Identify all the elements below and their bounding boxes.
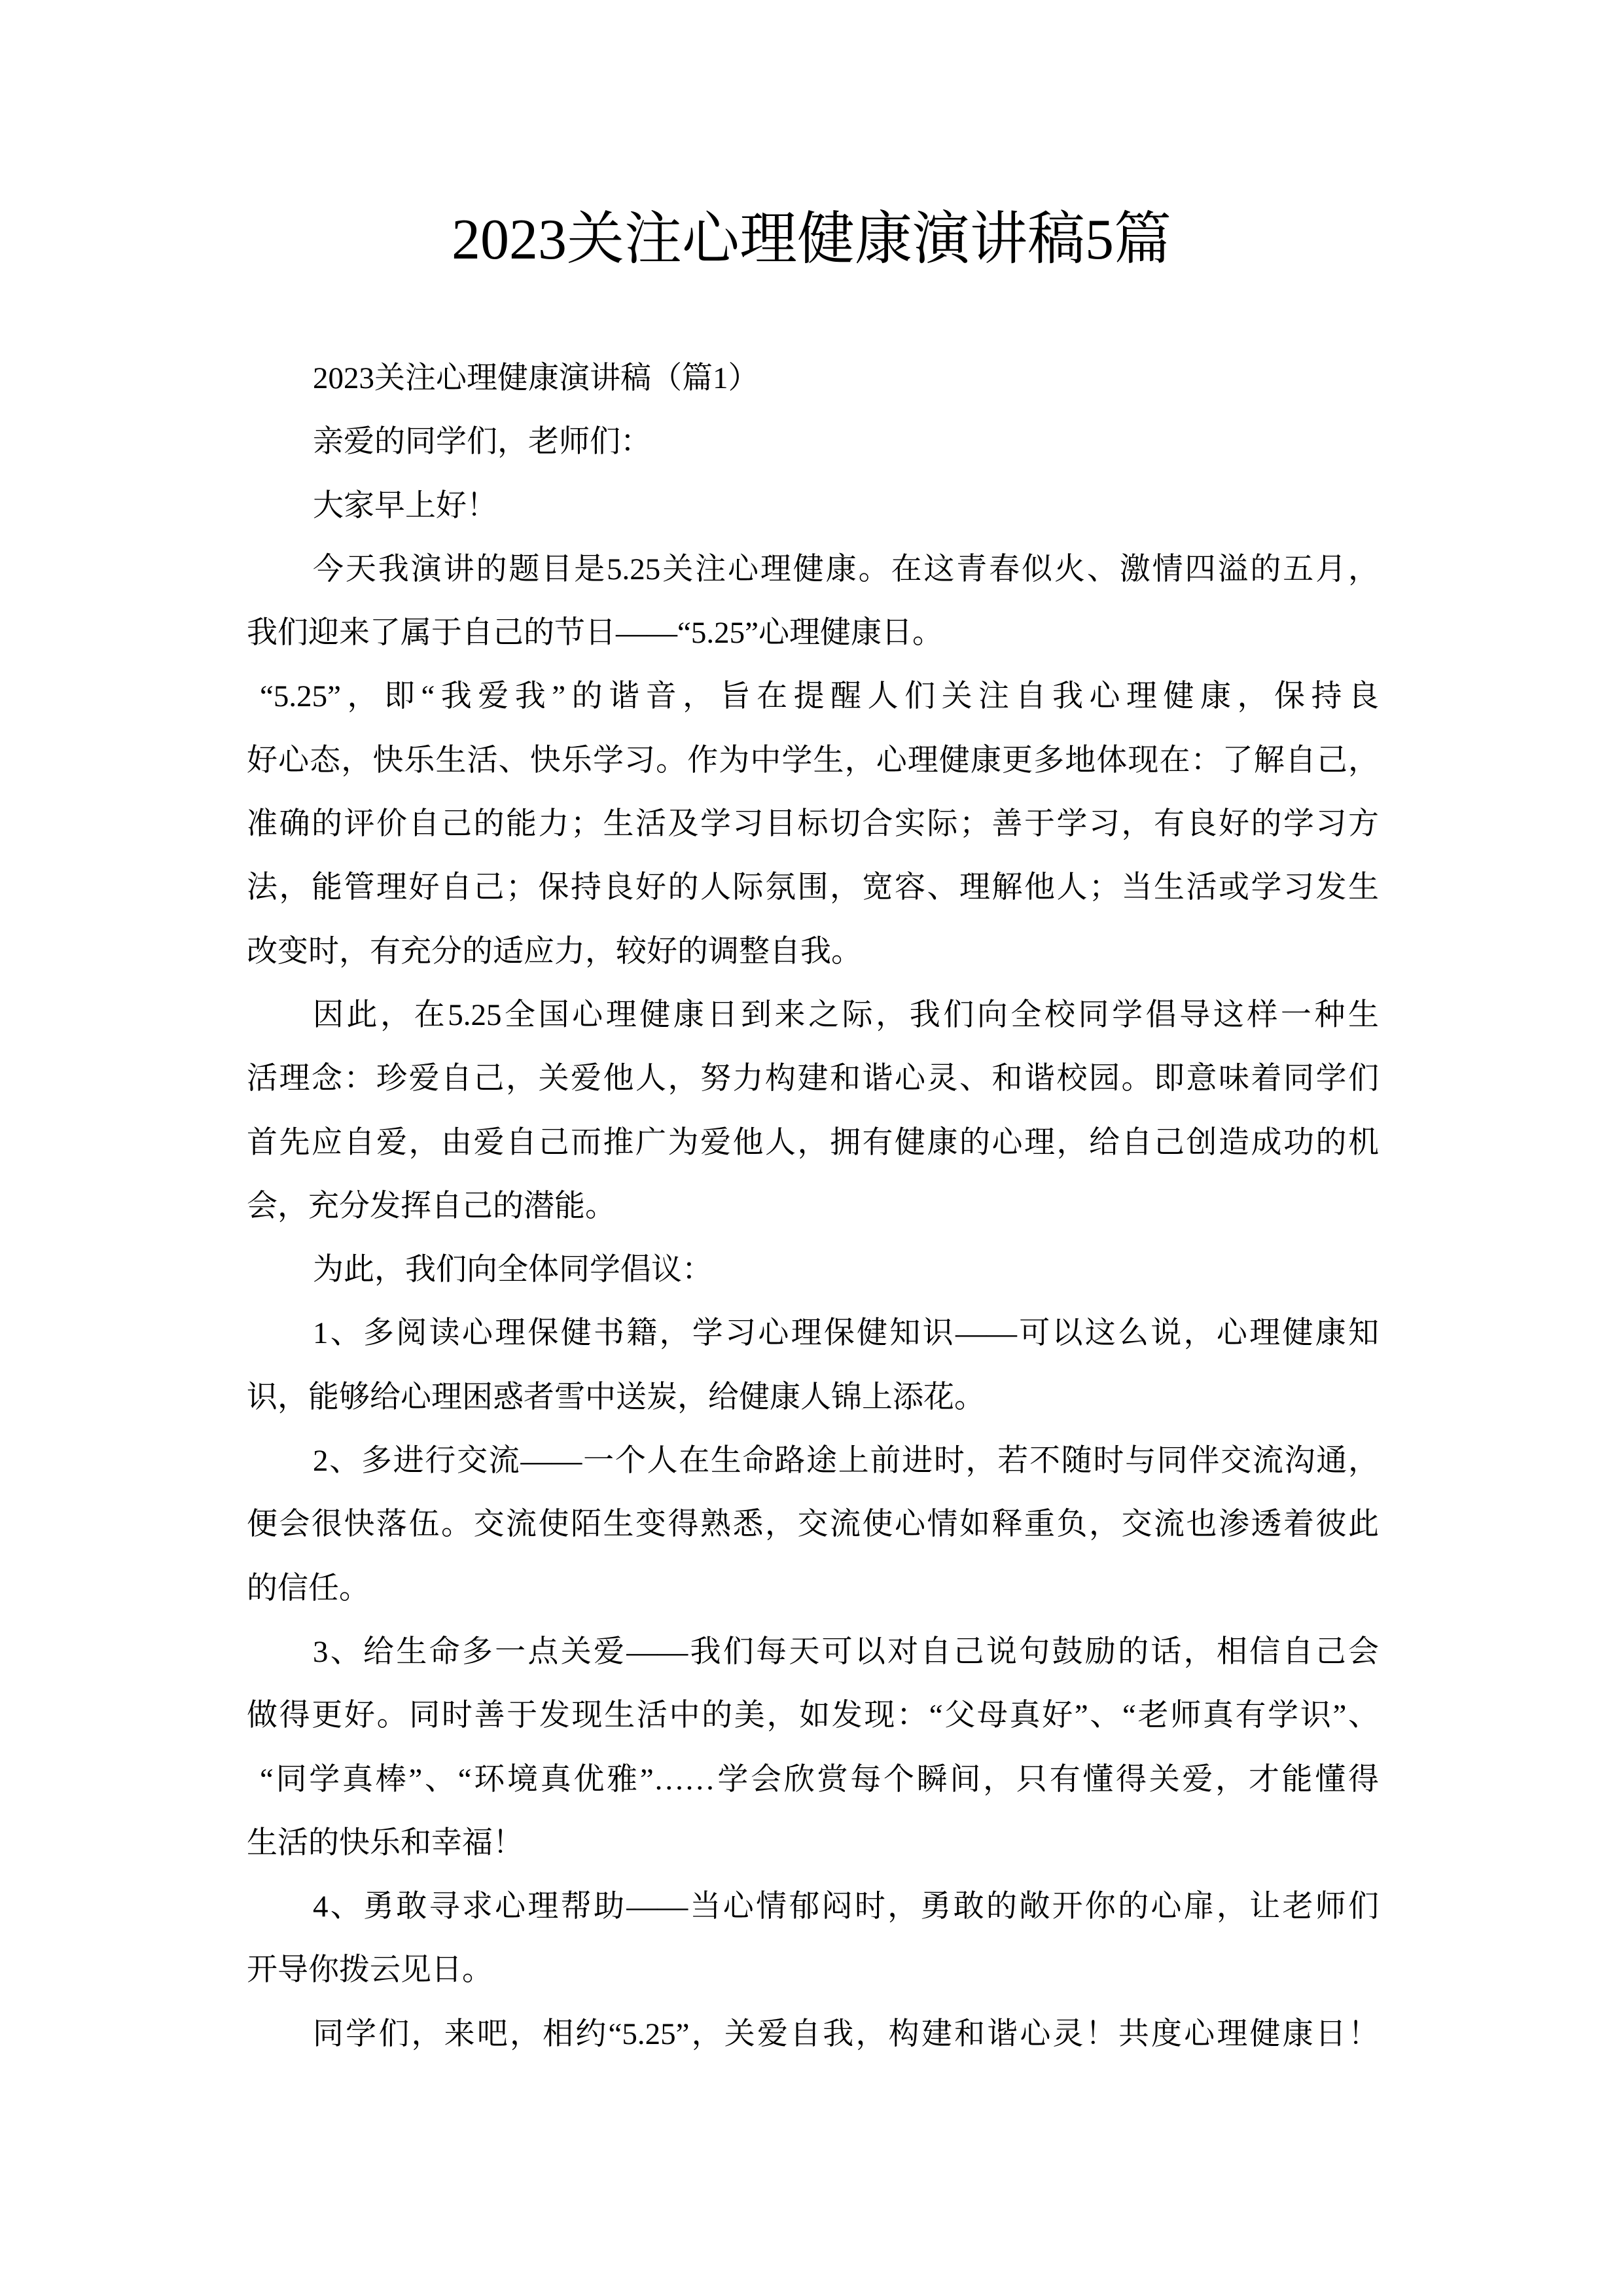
paragraph-line: 法，能管理好自己；保持良好的人际氛围，宽容、理解他人；当生活或学习发生 — [247, 870, 1379, 905]
document-title: 2023关注心理健康演讲稿5篇 — [451, 208, 1171, 272]
paragraph-line: 准确的评价自己的能力；生活及学习目标切合实际；善于学习，有良好的学习方 — [247, 807, 1379, 842]
list-item-line: 3、给生命多一点关爱——我们每天可以对自己说句鼓励的话，相信自己会 — [313, 1634, 1379, 1669]
list-item-line: 4、勇敢寻求心理帮助——当心情郁闷时，勇敢的敞开你的心扉，让老师们 — [313, 1890, 1379, 1924]
paragraph-line: 会，充分发挥自己的潜能。 — [247, 1189, 616, 1223]
paragraph-line: “5.25”，即“我爱我”的谐音，旨在提醒人们关注自我心理健康，保持良 — [260, 679, 1379, 714]
section-heading: 2023关注心理健康演讲稿（篇1） — [313, 361, 759, 395]
list-item-line: 开导你拨云见日。 — [247, 1953, 493, 1988]
list-item-line: 生活的快乐和幸福！ — [247, 1825, 524, 1860]
paragraph-line: 为此，我们向全体同学倡议： — [313, 1253, 713, 1287]
paragraph-line: 亲爱的同学们，老师们： — [313, 425, 651, 459]
paragraph-line: 改变时，有充分的适应力，较好的调整自我。 — [247, 934, 862, 969]
closing-line: 同学们，来吧，相约“5.25”，关爱自我，构建和谐心灵！共度心理健康日！ — [313, 2017, 1379, 2051]
list-item-line: 1、多阅读心理保健书籍，学习心理保健知识——可以这么说，心理健康知 — [313, 1316, 1379, 1351]
paragraph-line: 我们迎来了属于自己的节日——“5.25”心理健康日。 — [247, 616, 943, 651]
paragraph-line: 今天我演讲的题目是5.25关注心理健康。在这青春似火、激情四溢的五月， — [313, 552, 1379, 586]
list-item-line: 2、多进行交流——一个人在生命路途上前进时，若不随时与同伴交流沟通， — [313, 1444, 1379, 1479]
list-item-line: 便会很快落伍。交流使陌生变得熟悉，交流使心情如释重负，交流也渗透着彼此 — [247, 1507, 1379, 1542]
list-item-line: “同学真棒”、“环境真优雅”……学会欣赏每个瞬间，只有懂得关爱，才能懂得 — [260, 1762, 1379, 1797]
paragraph-line: 大家早上好！ — [313, 488, 497, 523]
list-item-line: 做得更好。同时善于发现生活中的美，如发现：“父母真好”、“老师真有学识”、 — [247, 1698, 1379, 1733]
list-item-line: 的信任。 — [247, 1571, 370, 1605]
paragraph-line: 活理念：珍爱自己，关爱他人，努力构建和谐心灵、和谐校园。即意味着同学们 — [247, 1062, 1379, 1096]
document-body — [247, 359, 1379, 2078]
list-item-line: 识，能够给心理困惑者雪中送炭，给健康人锦上添花。 — [247, 1380, 985, 1414]
paragraph-line: 因此，在5.25全国心理健康日到来之际，我们向全校同学倡导这样一种生 — [313, 997, 1379, 1032]
paragraph-line: 好心态，快乐生活、快乐学习。作为中学生，心理健康更多地体现在：了解自己， — [247, 743, 1379, 778]
paragraph-line: 首先应自爱，由爱自己而推广为爱他人，拥有健康的心理，给自己创造成功的机 — [247, 1125, 1379, 1160]
